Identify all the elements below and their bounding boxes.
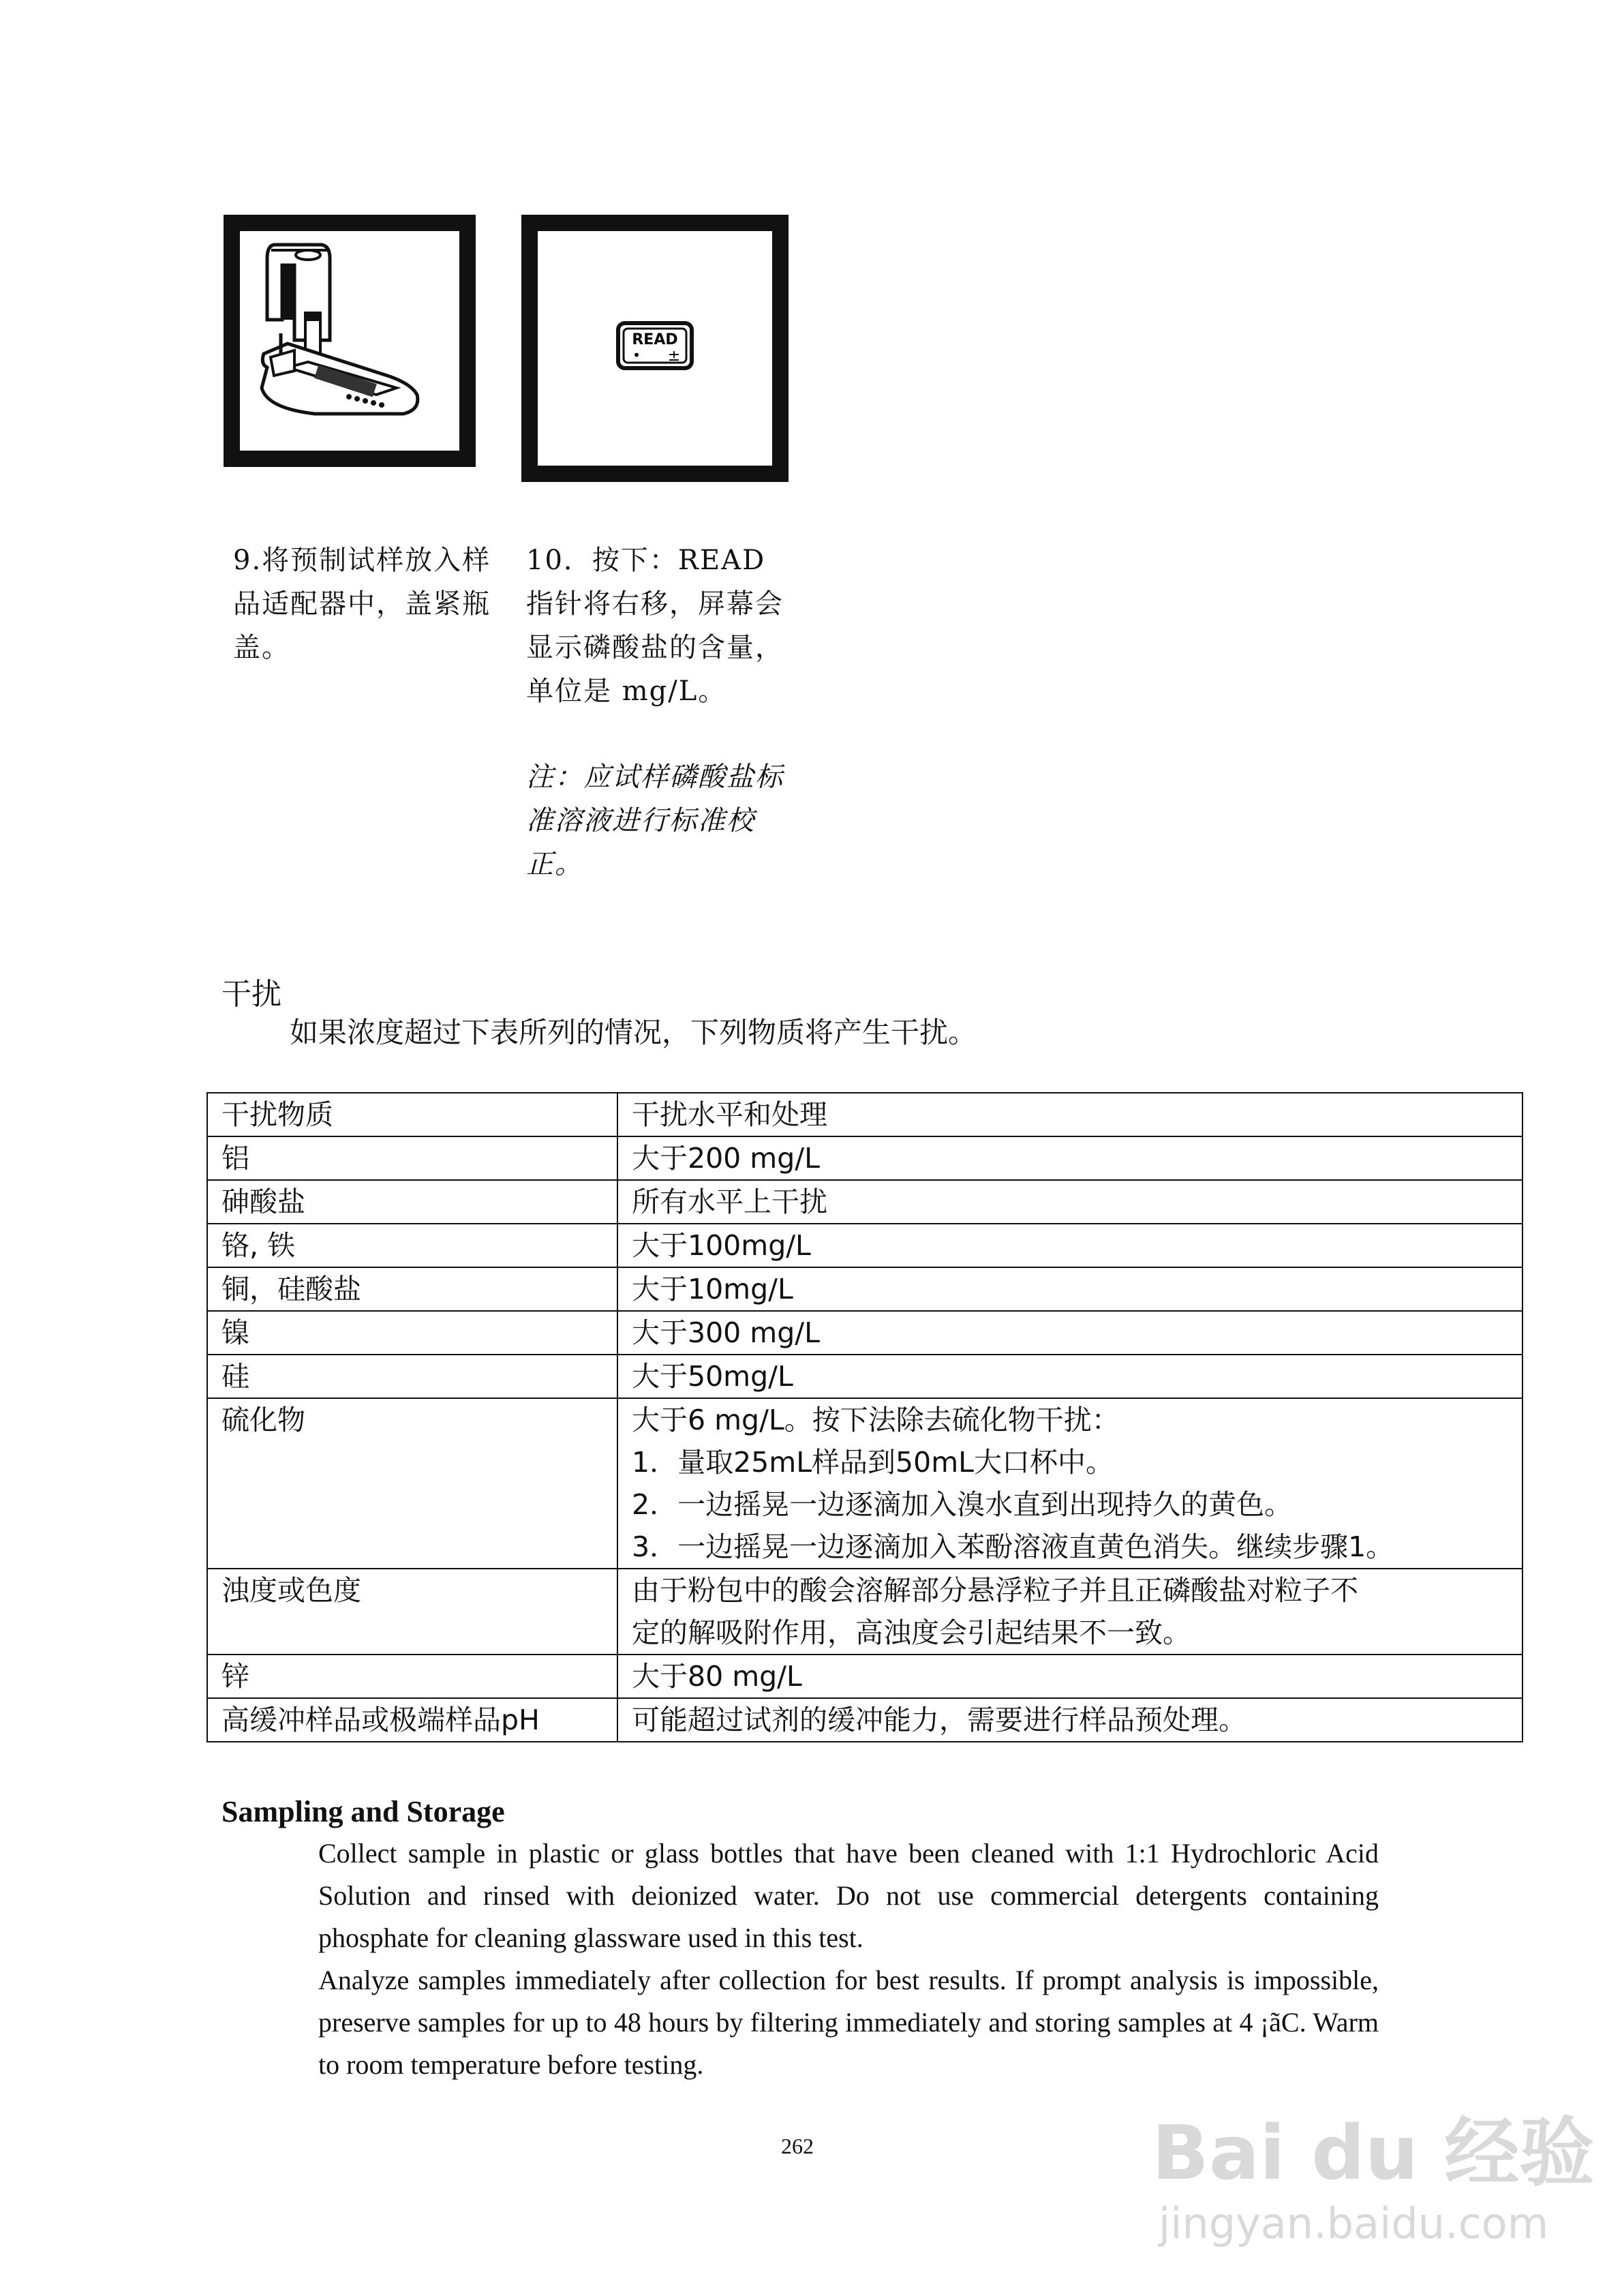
step10-line: 单位是 mg/L。 <box>526 676 727 707</box>
interference-table <box>206 1092 1523 1742</box>
level-line: 大于80 mg/L <box>632 1660 802 1693</box>
step10-note-line: 正。 <box>526 849 583 880</box>
table-row <box>207 1569 1522 1655</box>
substance-cell: 铜，硅酸盐 <box>207 1267 617 1311</box>
level-line: 大于50mg/L <box>632 1360 793 1393</box>
substance-cell: 高缓冲样品或极端样品pH <box>207 1698 617 1742</box>
sampling-paragraph-1: Collect sample in plastic or glass bottles that have been cleaned with 1:1 Hydrochloric Acid Solution and rinsed with deionized water. Do not use commercial detergents containing phosphate for cleaning glassware used in this test. <box>318 1838 1379 1953</box>
level-line: 可能超过试剂的缓冲能力，需要进行样品预处理。 <box>632 1704 1246 1736</box>
read-key-illustration <box>538 231 772 466</box>
level-cell <box>617 1267 1522 1311</box>
substance-cell: 浊度或色度 <box>207 1569 617 1655</box>
step9-figure <box>224 215 476 467</box>
table-row <box>207 1698 1522 1742</box>
baidu-watermark-url: jingyan.baidu.com <box>1159 2199 1549 2248</box>
sampling-title: Sampling and Storage <box>221 1795 505 1828</box>
instrument-illustration <box>240 231 459 451</box>
level-cell <box>617 1180 1522 1224</box>
table-row <box>207 1311 1522 1355</box>
level-line: 由于粉包中的酸会溶解部分悬浮粒子并且正磷酸盐对粒子不 <box>632 1574 1358 1607</box>
page-number: 262 <box>781 2134 814 2158</box>
interference-intro: 如果浓度超过下表所列的情况，下列物质将产生干扰。 <box>290 1016 977 1049</box>
level-cell <box>617 1224 1522 1267</box>
interference-title: 干扰 <box>221 977 281 1012</box>
level-cell <box>617 1136 1522 1180</box>
step10-text <box>526 539 812 886</box>
table-header-row <box>207 1093 1522 1136</box>
level-line: 大于200 mg/L <box>632 1142 820 1175</box>
substance-cell: 硅 <box>207 1355 617 1398</box>
table-row <box>207 1267 1522 1311</box>
level-cell <box>617 1655 1522 1698</box>
substance-cell: 铬, 铁 <box>207 1224 617 1267</box>
level-cell <box>617 1311 1522 1355</box>
table-row <box>207 1180 1522 1224</box>
baidu-watermark-logo: Bai du 经验 <box>1152 2109 1595 2196</box>
substance-cell: 镍 <box>207 1311 617 1355</box>
level-line: 大于6 mg/L。按下法除去硫化物干扰： <box>632 1404 1120 1436</box>
sampling-body <box>318 1832 1379 2086</box>
level-cell <box>617 1355 1522 1398</box>
step10-line: 显示磷酸盐的含量， <box>526 632 784 663</box>
table-row <box>207 1398 1522 1569</box>
level-line: 大于300 mg/L <box>632 1316 820 1349</box>
table-row <box>207 1224 1522 1267</box>
header-substance: 干扰物质 <box>207 1093 617 1136</box>
read-key-label: READ <box>632 331 678 348</box>
substance-cell: 硫化物 <box>207 1398 617 1569</box>
header-level: 干扰水平和处理 <box>617 1093 1522 1136</box>
step10-figure <box>521 215 789 482</box>
step10-line: 指针将右移，屏幕会 <box>526 588 784 620</box>
step9-line: 品适配器中，盖紧瓶 <box>233 588 491 620</box>
step10-note-line: 准溶液进行标准校 <box>526 805 755 836</box>
level-line: 定的解吸附作用，高浊度会引起结果不一致。 <box>632 1616 1191 1649</box>
step9-text <box>233 539 506 669</box>
level-line: 3．一边摇晃一边逐滴加入苯酚溶液直黄色消失。继续步骤1。 <box>632 1530 1394 1563</box>
level-line: 大于10mg/L <box>632 1273 793 1305</box>
step10-line: 10．按下：READ <box>526 545 766 576</box>
level-line: 所有水平上干扰 <box>632 1185 827 1218</box>
table-row <box>207 1355 1522 1398</box>
substance-cell: 砷酸盐 <box>207 1180 617 1224</box>
substance-cell: 锌 <box>207 1655 617 1698</box>
level-cell <box>617 1698 1522 1742</box>
read-key-plusminus: ± <box>667 348 681 365</box>
level-line: 1．量取25mL样品到50mL大口杯中。 <box>632 1446 1114 1479</box>
read-key-dot: • <box>632 347 641 363</box>
level-line: 大于100mg/L <box>632 1229 811 1262</box>
level-cell <box>617 1398 1522 1569</box>
step10-note-line: 注：应试样磷酸盐标 <box>526 761 784 793</box>
table-row <box>207 1655 1522 1698</box>
substance-cell: 铝 <box>207 1136 617 1180</box>
step9-line: 9.将预制试样放入样 <box>233 545 491 576</box>
level-cell <box>617 1569 1522 1655</box>
sampling-paragraph-2: Analyze samples immediately after collection for best results. If prompt analysis is impossible, preserve samples for up to 48 hours by filtering immediately and storing samples at 4 ¡ãC. Warm to room temperature before testing. <box>318 1965 1379 2080</box>
level-line: 2．一边摇晃一边逐滴加入溴水直到出现持久的黄色。 <box>632 1488 1293 1521</box>
step9-line: 盖。 <box>233 632 290 663</box>
table-row <box>207 1136 1522 1180</box>
